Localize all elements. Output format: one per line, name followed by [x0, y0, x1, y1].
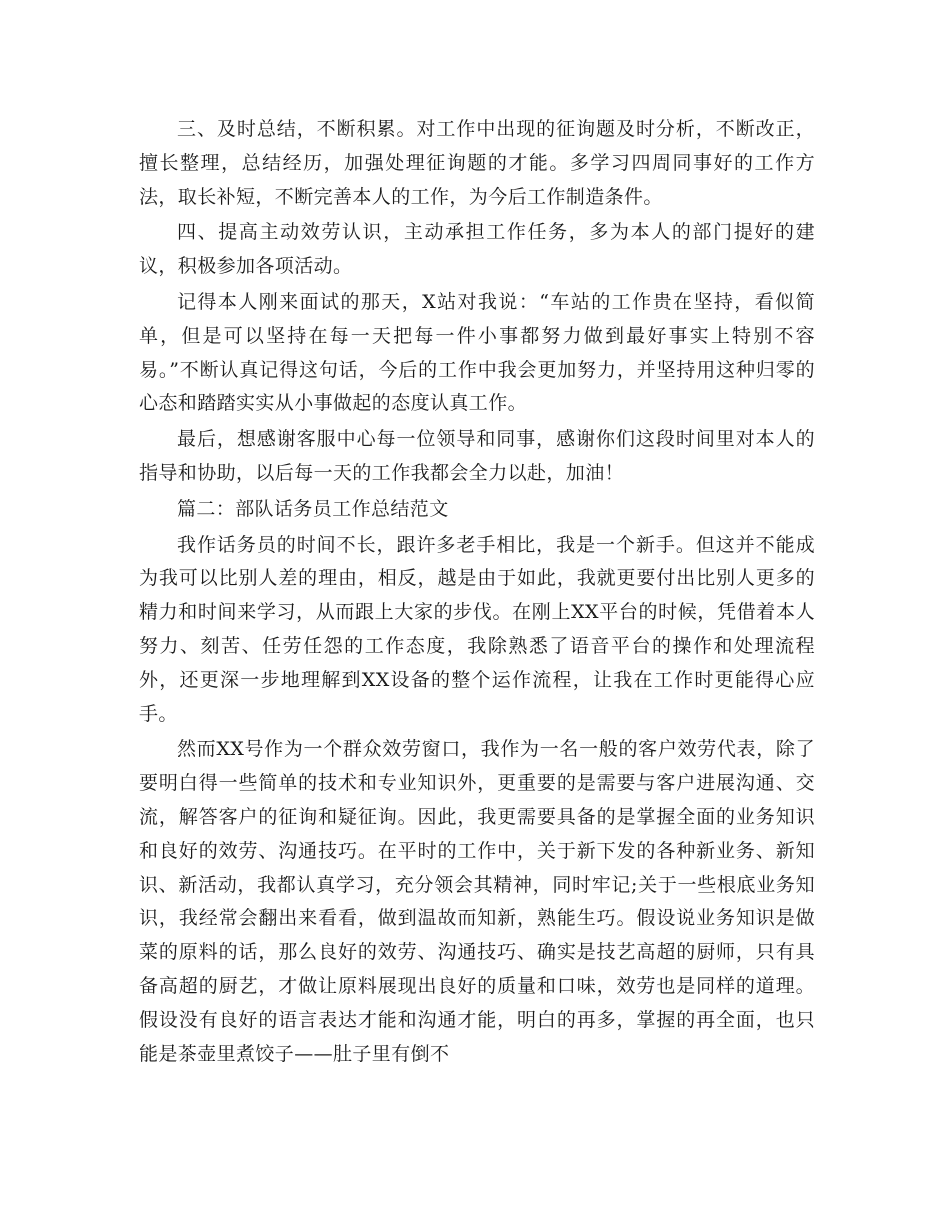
paragraph-thanks: 最后，想感谢客服中心每一位领导和同事，感谢你们这段时间里对本人的指导和协助，以后每一天的工作我都会全力以赴，加油！ [139, 428, 815, 484]
section-heading-part-two: 篇二：部队话务员工作总结范文 [177, 497, 449, 520]
paragraph-interview-memory: 记得本人刚来面试的那天，X站对我说：“车站的工作贵在坚持，看似简单，但是可以坚持在每一天把每一件小事都努力做到最好事实上特别不容易。”不断认真记得这句话，今后的工作中我会更加努力，并坚持用这种归零的心态和踏踏实实从小事做起的态度认真工作。 [139, 290, 815, 415]
paragraph-newcomer: 我作话务员的时间不长，跟许多老手相比，我是一个新手。但这并不能成为我可以比别人差的理由，相反，越是由于如此，我就更要付出比别人更多的精力和时间来学习，从而跟上大家的步伐。在刚上XX平台的时候，凭借着本人努力、刻苦、任劳任怨的工作态度，我除熟悉了语音平台的操作和处理流程外，还更深一步地理解到XX设备的整个运作流程，让我在工作时更能得心应手。 [139, 533, 815, 725]
paragraph-summary-point-four: 四、提高主动效劳认识，主动承担工作任务，多为本人的部门提好的建议，积极参加各项活动。 [139, 221, 815, 278]
paragraph-summary-point-three: 三、及时总结，不断积累。对工作中出现的征询题及时分析，不断改正，擅长整理，总结经历，加强处理征询题的才能。多学习四周同事好的工作方法，取长补短，不断完善本人的工作，为今后工作制造条件。 [139, 118, 815, 208]
paragraph-service-window: 然而XX号作为一个群众效劳窗口，我作为一名一般的客户效劳代表，除了要明白得一些简单的技术和专业知识外，更重要的是需要与客户进展沟通、交流，解答客户的征询和疑征询。因此，我更需要具备的是掌握全面的业务知识和良好的效劳、沟通技巧。在平时的工作中，关于新下发的各种新业务、新知识、新活动，我都认真学习，充分领会其精神，同时牢记;关于一些根底业务知识，我经常会翻出来看看，做到温故而知新，熟能生巧。假设说业务知识是做菜的原料的话，那么良好的效劳、沟通技巧、确实是技艺高超的厨师，只有具备高超的厨艺，才做让原料展现出良好的质量和口味，效劳也是同样的道理。假设没有良好的语言表达才能和沟通才能，明白的再多，掌握的再全面，也只能是茶壶里煮饺子——肚子里有倒不 [139, 738, 815, 1065]
